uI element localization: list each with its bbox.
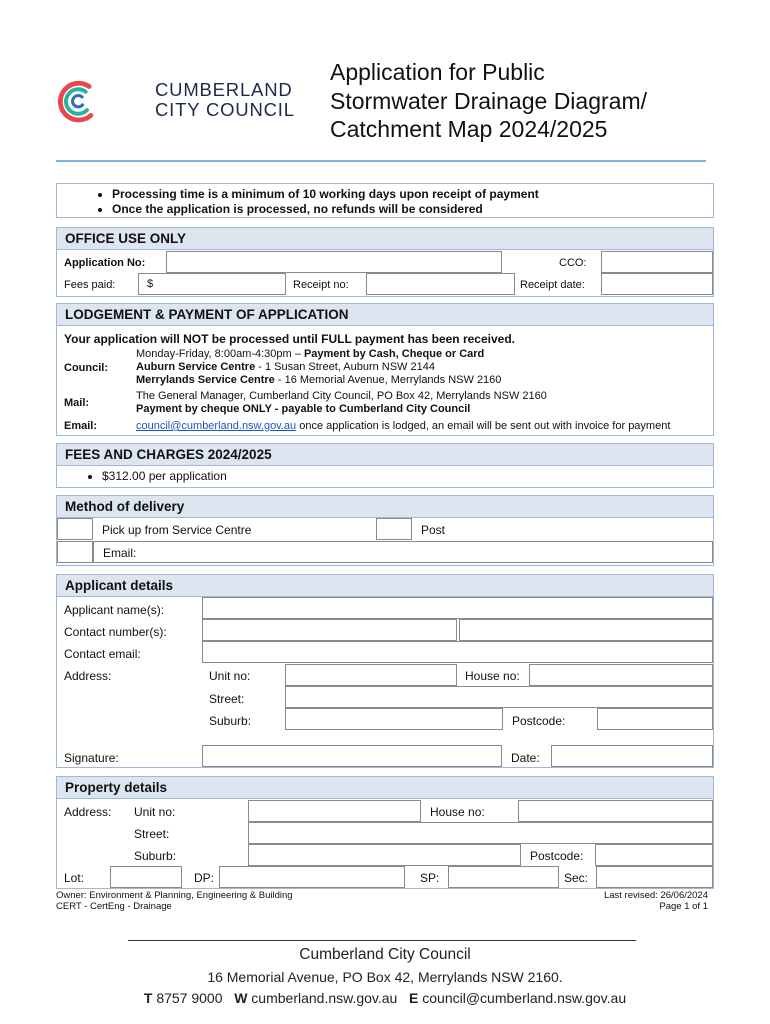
sp-field[interactable]: [448, 866, 559, 888]
signature-field[interactable]: [202, 745, 502, 767]
notice-item: • Processing time is a minimum of 10 working days upon receipt of payment: [112, 187, 713, 202]
receipt-date-label: Receipt date:: [520, 279, 585, 291]
section-heading: LODGEMENT & PAYMENT OF APPLICATION: [57, 304, 713, 326]
dp-field[interactable]: [219, 866, 405, 888]
lot-label: Lot:: [64, 871, 85, 885]
section-heading: OFFICE USE ONLY: [57, 228, 713, 250]
unit-no-field[interactable]: [285, 664, 457, 686]
logo-wordmark: CUMBERLAND CITY COUNCIL: [155, 79, 295, 120]
email-label: Email:: [64, 420, 98, 432]
house-no-label: House no:: [465, 669, 520, 683]
cco-field[interactable]: [601, 251, 713, 273]
date-label: Date:: [511, 751, 540, 765]
signature-label: Signature:: [64, 751, 119, 765]
post-checkbox[interactable]: [376, 518, 412, 540]
postcode-label: Postcode:: [512, 714, 566, 728]
receipt-date-field[interactable]: [601, 273, 713, 295]
delivery-email-label: Email:: [103, 546, 137, 560]
council-details: Monday-Friday, 8:00am-4:30pm – Payment by Cash, Cheque or Card Auburn Service Centre - 1 Susan Street, Auburn NSW 2144 Merrylands Service Centre - 16 Memorial Avenue, Merrylands NSW 2160: [136, 348, 502, 386]
council-email-link[interactable]: council@cumberland.nsw.gov.au: [136, 420, 297, 432]
property-street-field[interactable]: [248, 822, 713, 844]
property-section: [56, 776, 714, 889]
section-heading: Property details: [57, 777, 713, 799]
lot-field[interactable]: [110, 866, 182, 888]
post-label: Post: [421, 523, 446, 537]
street-field[interactable]: [285, 686, 713, 708]
email-checkbox[interactable]: [57, 541, 93, 563]
section-heading: FEES AND CHARGES 2024/2025: [57, 444, 713, 466]
document-revision: Last revised: 26/06/2024 Page 1 of 1: [603, 890, 708, 912]
footer-web[interactable]: cumberland.nsw.gov.au: [251, 990, 398, 1006]
property-suburb-label: Suburb:: [134, 849, 177, 863]
footer-org: Cumberland City Council: [299, 946, 471, 963]
cco-label: CCO:: [559, 257, 587, 269]
address-label: Address:: [64, 669, 112, 683]
payment-warning: Your application will NOT be processed until FULL payment has been received.: [64, 332, 515, 346]
fees-section: [56, 443, 714, 488]
page-header: [0, 0, 770, 165]
applicant-names-label: Applicant name(s):: [64, 603, 165, 617]
receipt-no-label: Receipt no:: [293, 279, 349, 291]
property-postcode-field[interactable]: [595, 844, 713, 866]
mail-label: Mail:: [64, 397, 90, 409]
applicant-names-field[interactable]: [202, 597, 713, 619]
contact-number-field-2[interactable]: [459, 619, 713, 641]
house-no-field[interactable]: [529, 664, 713, 686]
fees-paid-field[interactable]: [138, 273, 286, 295]
property-suburb-field[interactable]: [248, 844, 521, 866]
notice-box: [56, 183, 714, 218]
footer-contacts: T 8757 9000 W cumberland.nsw.gov.au E council@cumberland.nsw.gov.au: [143, 990, 627, 1006]
footer-email[interactable]: council@cumberland.nsw.gov.au: [422, 990, 627, 1006]
header-divider: [56, 160, 706, 162]
property-postcode-label: Postcode:: [530, 849, 584, 863]
property-address-label: Address:: [64, 805, 112, 819]
application-no-label: Application No:: [64, 257, 146, 269]
suburb-label: Suburb:: [209, 714, 252, 728]
email-details: council@cumberland.nsw.gov.au once application is lodged, an email will be sent out with invoice for payment: [136, 420, 671, 432]
council-logo: [55, 48, 160, 153]
mail-details: The General Manager, Cumberland City Council, PO Box 42, Merrylands NSW 2160 Payment by cheque ONLY - payable to Cumberland City Council: [136, 390, 547, 415]
pickup-checkbox[interactable]: [57, 518, 93, 540]
application-no-field[interactable]: [166, 251, 502, 273]
property-street-label: Street:: [134, 827, 170, 841]
street-label: Street:: [209, 692, 245, 706]
contact-email-label: Contact email:: [64, 647, 141, 661]
receipt-no-field[interactable]: [366, 273, 515, 295]
property-house-no-label: House no:: [430, 805, 485, 819]
sec-field[interactable]: [596, 866, 713, 888]
council-label: Council:: [64, 362, 108, 374]
property-unit-no-label: Unit no:: [134, 805, 176, 819]
footer-divider: [128, 940, 636, 941]
document-owner: Owner: Environment & Planning, Engineering & Building CERT - CertEng - Drainage: [56, 890, 293, 912]
dp-label: DP:: [194, 871, 215, 885]
notice-item: • Once the application is processed, no refunds will be considered: [112, 202, 713, 217]
sec-label: Sec:: [564, 871, 589, 885]
contact-email-field[interactable]: [202, 641, 713, 663]
property-unit-no-field[interactable]: [248, 800, 421, 822]
suburb-field[interactable]: [285, 708, 503, 730]
contact-number-field-1[interactable]: [202, 619, 457, 641]
property-house-no-field[interactable]: [518, 800, 713, 822]
sp-label: SP:: [420, 871, 440, 885]
fee-item: • $312.00 per application: [102, 469, 227, 483]
lodgement-section: [56, 303, 714, 436]
date-field[interactable]: [551, 745, 713, 767]
pickup-label: Pick up from Service Centre: [102, 523, 252, 537]
section-heading: Applicant details: [57, 575, 713, 597]
unit-no-label: Unit no:: [209, 669, 251, 683]
footer-address: 16 Memorial Avenue, PO Box 42, Merrylands NSW 2160.: [207, 969, 563, 985]
footer-phone: 8757 9000: [156, 990, 223, 1006]
contact-numbers-label: Contact number(s):: [64, 625, 167, 639]
fees-paid-label: Fees paid:: [64, 279, 116, 291]
delivery-section: [56, 495, 714, 566]
applicant-section: [56, 574, 714, 768]
office-use-section: [56, 227, 714, 297]
dollar-sign: $: [147, 278, 154, 290]
delivery-email-field[interactable]: [93, 541, 713, 563]
page-title: Application for Public Stormwater Drainage Diagram/ Catchment Map 2024/2025: [330, 59, 648, 142]
postcode-field[interactable]: [597, 708, 713, 730]
section-heading: Method of delivery: [57, 496, 713, 518]
